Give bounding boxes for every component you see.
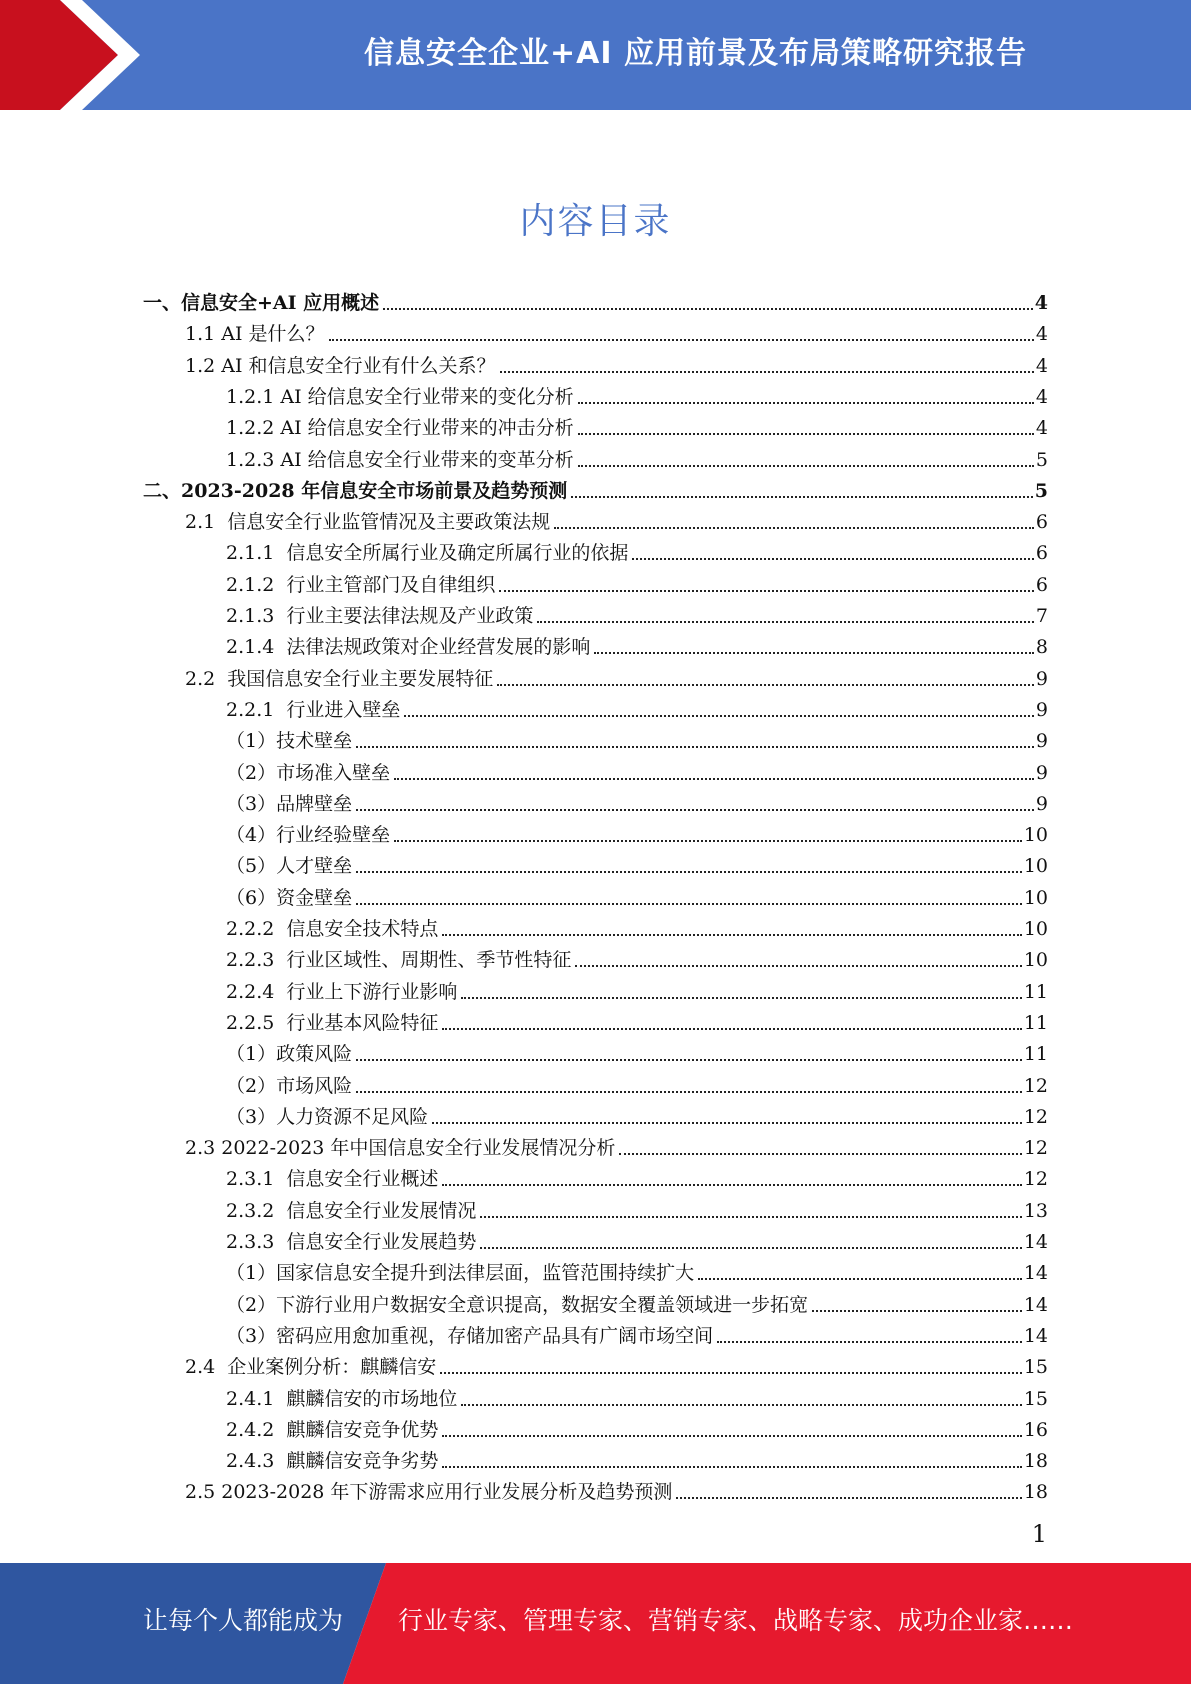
toc-entry-label: （1）政策风险 — [226, 1043, 353, 1066]
toc-entry-page: 9 — [1035, 667, 1048, 690]
toc-entry-page: 15 — [1023, 1387, 1048, 1410]
toc-entry-page: 10 — [1023, 886, 1048, 909]
toc-entry[interactable] — [185, 1129, 1048, 1160]
toc-dot-leader — [356, 1091, 1022, 1093]
toc-entry-label: 2.4.1 麒麟信安的市场地位 — [226, 1387, 458, 1410]
toc-dot-leader — [812, 1310, 1022, 1312]
toc-entry-page: 4 — [1035, 417, 1048, 440]
toc-entry-page: 11 — [1023, 1011, 1048, 1034]
toc-dot-leader — [480, 1247, 1021, 1249]
toc-entry[interactable] — [226, 409, 1048, 440]
toc-entry-page: 10 — [1023, 824, 1048, 847]
toc-entry[interactable] — [226, 1254, 1048, 1285]
toc-entry-label: （3）密码应用愈加重视，存储加密产品具有广阔市场空间 — [226, 1324, 714, 1347]
toc-entry-label: 2.2.2 信息安全技术特点 — [226, 918, 439, 940]
toc-entry[interactable] — [226, 1411, 1048, 1442]
toc-entry-page: 12 — [1023, 1074, 1048, 1097]
footer-slogan-right: 行业专家、管理专家、营销专家、战略专家、成功企业家…… — [398, 1606, 1074, 1635]
toc-dot-leader — [632, 558, 1033, 560]
toc-dot-leader — [594, 652, 1033, 654]
toc-entry-label: 2.4.2 麒麟信安竞争优势 — [226, 1418, 439, 1441]
toc-entry-page: 10 — [1023, 918, 1048, 940]
toc-dot-leader — [619, 1153, 1021, 1155]
toc-entry-label: （2）下游行业用户数据安全意识提高，数据安全覆盖领域进一步拓宽 — [226, 1293, 809, 1316]
toc-dot-leader — [356, 871, 1022, 873]
toc-entry-label: （4）行业经验壁垒 — [226, 824, 391, 847]
toc-entry[interactable] — [226, 1035, 1048, 1066]
toc-entry-page: 11 — [1023, 1043, 1048, 1066]
toc-entry-label: 1.2.1 AI 给信息安全行业带来的变化分析 — [226, 385, 574, 408]
toc-entry-page: 6 — [1035, 573, 1048, 596]
toc-dot-leader — [578, 402, 1034, 404]
toc-entry[interactable] — [226, 441, 1048, 472]
toc-entry[interactable] — [185, 503, 1048, 534]
toc-entry-page: 4 — [1035, 354, 1048, 377]
toc-entry-page: 10 — [1023, 949, 1048, 972]
toc-entry-label: 2.1.1 信息安全所属行业及确定所属行业的依据 — [226, 542, 629, 565]
toc-dot-leader — [578, 433, 1034, 435]
toc-dot-leader — [442, 1466, 1021, 1468]
toc-entry-page: 9 — [1035, 730, 1048, 753]
toc-entry-page: 18 — [1023, 1481, 1048, 1504]
toc-entry-label: 1.2.2 AI 给信息安全行业带来的冲击分析 — [226, 417, 574, 440]
toc-entry[interactable] — [226, 816, 1048, 847]
toc-entry-page: 4 — [1034, 292, 1048, 314]
toc-entry[interactable] — [226, 378, 1048, 409]
toc-entry[interactable] — [185, 315, 1048, 346]
toc-entry-label: 1.1 AI 是什么？ — [185, 323, 325, 346]
red-arrow-decoration — [0, 0, 160, 110]
toc-entry-page: 14 — [1023, 1262, 1048, 1285]
toc-dot-leader — [575, 965, 1021, 967]
toc-dot-leader — [394, 840, 1022, 842]
toc-dot-leader — [676, 1497, 1021, 1499]
toc-entry[interactable] — [143, 284, 1048, 315]
toc-entry-page: 15 — [1023, 1356, 1048, 1379]
toc-dot-leader — [499, 590, 1033, 592]
header-banner — [0, 0, 1191, 110]
toc-entry[interactable] — [226, 941, 1048, 972]
toc-entry[interactable] — [226, 785, 1048, 816]
toc-entry-page: 11 — [1023, 980, 1048, 1003]
toc-entry[interactable] — [226, 910, 1048, 941]
toc-dot-leader — [442, 1184, 1021, 1186]
toc-entry[interactable] — [226, 1286, 1048, 1317]
toc-entry-label: 1.2.3 AI 给信息安全行业带来的变革分析 — [226, 448, 574, 471]
toc-entry-label: 一、信息安全+AI 应用概述 — [143, 292, 380, 314]
toc-entry[interactable] — [226, 628, 1048, 659]
toc-entry-page: 6 — [1035, 511, 1048, 534]
toc-dot-leader — [440, 1372, 1022, 1374]
toc-entry-page: 18 — [1023, 1450, 1048, 1473]
toc-entry[interactable] — [226, 754, 1048, 785]
toc-entry[interactable] — [185, 1473, 1048, 1504]
toc-entry-label: （1）技术壁垒 — [226, 730, 353, 753]
toc-entry-label: 2.2.1 行业进入壁垒 — [226, 698, 401, 721]
toc-dot-leader — [404, 715, 1033, 717]
toc-dot-leader — [432, 1122, 1022, 1124]
toc-dot-leader — [461, 997, 1021, 999]
toc-dot-leader — [356, 1059, 1022, 1061]
toc-dot-leader — [461, 1404, 1021, 1406]
toc-entry-label: 2.1.4 法律法规政策对企业经营发展的影响 — [226, 636, 591, 659]
toc-dot-leader — [394, 778, 1034, 780]
toc-dot-leader — [480, 1216, 1021, 1218]
toc-entry-page: 13 — [1023, 1199, 1048, 1222]
toc-dot-leader — [571, 496, 1033, 498]
toc-entry-label: 2.3.2 信息安全行业发展情况 — [226, 1199, 477, 1222]
toc-dot-leader — [698, 1278, 1022, 1280]
toc-entry-page: 4 — [1035, 323, 1048, 346]
toc-entry[interactable] — [226, 1317, 1048, 1348]
toc-entry-label: 2.1.2 行业主管部门及自律组织 — [226, 573, 496, 596]
toc-entry-label: （1）国家信息安全提升到法律层面，监管范围持续扩大 — [226, 1262, 695, 1285]
toc-entry-label: 2.2.5 行业基本风险特征 — [226, 1011, 439, 1034]
toc-entry-label: 2.3 2022-2023 年中国信息安全行业发展情况分析 — [185, 1137, 616, 1160]
toc-dot-leader — [442, 1435, 1021, 1437]
toc-entry-page: 6 — [1035, 542, 1048, 565]
toc-entry-label: 2.1.3 行业主要法律法规及产业政策 — [226, 605, 534, 627]
toc-dot-leader — [500, 371, 1034, 373]
toc-entry-page: 10 — [1023, 855, 1048, 878]
toc-entry-label: 2.3.1 信息安全行业概述 — [226, 1168, 439, 1191]
toc-dot-leader — [554, 527, 1034, 529]
toc-dot-leader — [329, 339, 1034, 341]
toc-entry[interactable] — [226, 847, 1048, 878]
toc-dot-leader — [356, 746, 1034, 748]
toc-entry[interactable] — [226, 879, 1048, 910]
toc-entry[interactable] — [226, 1442, 1048, 1473]
toc-entry-page: 9 — [1035, 761, 1048, 784]
toc-entry-label: 2.4.3 麒麟信安竞争劣势 — [226, 1450, 439, 1473]
toc-entry[interactable] — [226, 973, 1048, 1004]
toc-entry-page: 12 — [1023, 1105, 1048, 1128]
toc-entry-page: 14 — [1023, 1324, 1048, 1347]
toc-dot-leader — [383, 308, 1033, 310]
toc-entry-page: 9 — [1035, 792, 1048, 815]
toc-entry[interactable] — [226, 534, 1048, 565]
toc-entry[interactable] — [226, 1067, 1048, 1098]
toc-dot-leader — [717, 1341, 1022, 1343]
toc-entry-page: 9 — [1035, 698, 1048, 721]
toc-entry-label: （2）市场准入壁垒 — [226, 761, 391, 784]
toc-entry-label: 2.5 2023-2028 年下游需求应用行业发展分析及趋势预测 — [185, 1481, 673, 1504]
toc-entry[interactable] — [143, 472, 1048, 503]
footer-slogan-left: 让每个人都能成为 — [143, 1606, 344, 1635]
report-title: 信息安全企业+AI 应用前景及布局策略研究报告 — [364, 36, 1027, 71]
toc-entry[interactable] — [226, 722, 1048, 753]
toc-entry[interactable] — [226, 1192, 1048, 1223]
toc-entry[interactable] — [226, 1380, 1048, 1411]
toc-entry-label: （3）人力资源不足风险 — [226, 1105, 429, 1128]
toc-entry[interactable] — [185, 660, 1048, 691]
toc-entry-label: 2.1 信息安全行业监管情况及主要政策法规 — [185, 511, 551, 534]
toc-entry-label: （5）人才壁垒 — [226, 855, 353, 878]
toc-entry[interactable] — [226, 597, 1048, 628]
toc-entry-page: 12 — [1023, 1168, 1048, 1191]
toc-entry[interactable] — [226, 691, 1048, 722]
toc-entry-label: 2.2.4 行业上下游行业影响 — [226, 980, 458, 1003]
toc-entry-page: 16 — [1023, 1418, 1048, 1441]
toc-dot-leader — [442, 934, 1021, 936]
toc-entry-label: （2）市场风险 — [226, 1074, 353, 1097]
toc-entry-page: 4 — [1035, 385, 1048, 408]
toc-entry-label: 2.2.3 行业区域性、周期性、季节性特征 — [226, 949, 572, 972]
toc-entry-page: 5 — [1034, 479, 1048, 502]
toc-dot-leader — [356, 809, 1034, 811]
toc-entry[interactable] — [226, 566, 1048, 597]
toc-entry-label: 2.3.3 信息安全行业发展趋势 — [226, 1231, 477, 1253]
footer-banner — [0, 1563, 1191, 1684]
toc-dot-leader — [537, 621, 1033, 623]
toc-entry-label: 2.2 我国信息安全行业主要发展特征 — [185, 667, 494, 690]
toc-entry-label: （6）资金壁垒 — [226, 886, 353, 909]
toc-entry-label: 1.2 AI 和信息安全行业有什么关系？ — [185, 354, 496, 377]
toc-entry-label: 2.4 企业案例分析：麒麟信安 — [185, 1356, 437, 1379]
toc-entry-label: 二、2023-2028 年信息安全市场前景及趋势预测 — [143, 479, 568, 502]
toc-entry[interactable] — [226, 1098, 1048, 1129]
page-number: 1 — [1031, 1520, 1047, 1548]
toc-entry-page: 14 — [1023, 1293, 1048, 1316]
toc-entry[interactable] — [226, 1160, 1048, 1191]
toc-dot-leader — [497, 684, 1034, 686]
toc-entry[interactable] — [185, 1348, 1048, 1379]
toc-entry-page: 8 — [1035, 636, 1048, 659]
toc-entry[interactable] — [226, 1223, 1048, 1254]
toc-heading: 内容目录 — [519, 201, 672, 242]
toc-entry-label: （3）品牌壁垒 — [226, 792, 353, 815]
toc-entry[interactable] — [226, 1004, 1048, 1035]
toc-entry-page: 7 — [1035, 605, 1048, 627]
toc-entry-page: 14 — [1023, 1231, 1048, 1253]
toc-entry-page: 5 — [1035, 448, 1048, 471]
toc-entry-page: 12 — [1023, 1137, 1048, 1160]
toc-entry[interactable] — [185, 347, 1048, 378]
toc-dot-leader — [578, 465, 1034, 467]
toc-dot-leader — [442, 1028, 1021, 1030]
toc-dot-leader — [356, 903, 1022, 905]
